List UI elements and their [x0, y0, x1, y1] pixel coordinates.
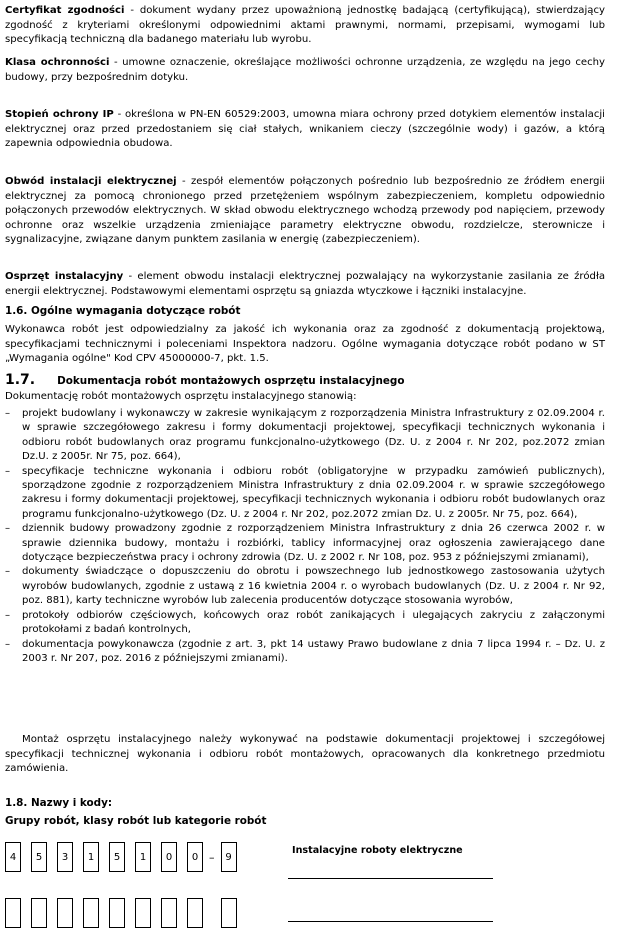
- section-16-heading: 1.6. Ogólne wymagania dotyczące robót: [5, 305, 241, 317]
- code-label-underline: [288, 878, 493, 879]
- list-item: [5, 465, 605, 523]
- list-item-text: dokumentacja powykonawcza (zgodnie z art. 3, pkt 14 ustawy Prawo budowlane z dnia 7 lipca 1994 r. – Dz. U. z 2003 r. Nr 207, poz. 2016 z późniejszymi zmianami).: [22, 638, 605, 664]
- empty-code-boxes: [5, 898, 247, 928]
- definition-text: - zespół elementów połączonych pośrednio lub bezpośrednio ze źródłem energii elektrycznej za pomocą chronionego przed przetężeniem wspólnym zabezpieczeniem, kompletu odpowiednio połączonych przewodów elektrycznych. W skład obwodu elektrycznego wchodzą przewody pod napięciem, przewody ochronne oraz wszelkie urządzenia zmieniające parametry elektryczne obwodu, rozdzielcze, sterownicze i sygnalizacyjne, związane danym punktem zasilania w energię (zabezpieczeniem).: [5, 176, 605, 246]
- code-label: Instalacyjne roboty elektryczne: [292, 845, 463, 856]
- empty-code-box: [187, 898, 203, 928]
- list-item-text: projekt budowlany i wykonawczy w zakresie wynikającym z rozporządzenia Ministra Infrastruktury z 02.09.2004 r. w sprawie szczegółowego zakresu i formy dokumentacji projektowej, specyfikacji technicznych wykonania i odbioru robót budowlanych oraz programu funkcjonalno-użytkowego (Dz. U. z 2004 r. Nr 202, poz.2072 zmian Dz.U. z 2005r. Nr 75, poz. 664),: [22, 408, 605, 463]
- list-item: [5, 407, 605, 465]
- section-17-closing: Montaż osprzętu instalacyjnego należy wykonywać na podstawie dokumentacji projektowej i szczegółowej specyfikacji technicznej wykonania i odbioru robót montażowych, opracowanych dla konkretnego przedmiotu zamówienia.: [5, 734, 605, 775]
- code-dash: –: [209, 850, 215, 864]
- code-digit-box: 4: [5, 842, 21, 872]
- empty-code-box: [31, 898, 47, 928]
- empty-code-box: [221, 898, 237, 928]
- section-18-heading: 1.8. Nazwy i kody:: [5, 797, 113, 809]
- section-16-text: Wykonawca robót jest odpowiedzialny za jakość ich wykonania oraz za zgodność z dokumentacją projektową, specyfikacjami technicznymi i poleceniami Inspektora nadzoru. Ogólne wymagania dotyczące robót podano w ST „Wymagania ogólne" Kod CPV 45000000-7, pkt. 1.5.: [5, 324, 605, 365]
- code-digit-box: 5: [31, 842, 47, 872]
- definition-term: Stopień ochrony IP: [5, 109, 114, 120]
- empty-code-box: [135, 898, 151, 928]
- empty-code-box: [161, 898, 177, 928]
- definition-term: Obwód instalacji elektrycznej: [5, 176, 177, 187]
- definition-klasa: [5, 56, 605, 85]
- empty-label-underline: [288, 921, 493, 922]
- list-dash: –: [5, 465, 11, 477]
- definition-certyfikat: [5, 4, 605, 48]
- section-18-subheading: Grupy robót, klasy robót lub kategorie robót: [5, 815, 267, 827]
- code-digit-box: 1: [83, 842, 99, 872]
- code-digit-box: 5: [109, 842, 125, 872]
- definition-obwod: [5, 175, 605, 248]
- code-digit-box: 0: [187, 842, 203, 872]
- definition-text: - dokument wydany przez upoważnioną jednostkę badającą (certyfikującą), stwierdzający zgodność z kryteriami określonymi odpowiednimi aktami prawnymi, normami, przepisami, wymogami lub specyfikacją techniczną dla badanego materiału lub wyrobu.: [5, 5, 605, 46]
- empty-code-box: [5, 898, 21, 928]
- list-item: [5, 609, 605, 638]
- definition-text: - określona w PN-EN 60529:2003, umowna miara ochrony przed dotykiem elementów instalacji elektrycznej oraz przed przedostaniem się ciał stałych, wnikaniem cieczy (szczególnie wody) i gazów, a którą zapewnia odpowiednia obudowa.: [5, 109, 605, 150]
- section-17-title: Dokumentacja robót montażowych osprzętu instalacyjnego: [57, 375, 405, 387]
- section-17-intro: Dokumentację robót montażowych osprzętu instalacyjnego stanowią:: [5, 391, 357, 402]
- list-dash: –: [5, 523, 11, 535]
- empty-code-box: [109, 898, 125, 928]
- definition-text: - umowne oznaczenie, określające możliwości ochronne urządzenia, ze względu na jego cechy budowy, przy bezpośrednim dotyku.: [5, 57, 605, 83]
- list-item-text: specyfikacje techniczne wykonania i odbioru robót (obligatoryjne w przypadku zamówień publicznych), sporządzone zgodnie z rozporządzeniem Ministra Infrastruktury z dnia 02.09.2004 r. w sprawie szczegółowego zakresu i formy dokumentacji projektowej, specyfikacji technicznych wykonania i odbioru robót budowlanych oraz programu funkcjonalno-użytkowego (Dz. U. z 2004 r. Nr 202, poz.2072 zmian Dz. U. z 2005r. Nr 75, poz. 664),: [22, 465, 605, 520]
- cpv-code-boxes: [5, 842, 247, 872]
- empty-code-box: [57, 898, 73, 928]
- list-dash: –: [5, 408, 11, 419]
- code-digit-box: 0: [161, 842, 177, 872]
- code-digit-box: 3: [57, 842, 73, 872]
- definition-text: - element obwodu instalacji elektrycznej pozwalający na wykorzystanie zasilania ze źródła energii elektrycznej. Podstawowymi elementami osprzętu są gniazda wtyczkowe i łączniki instalacyjne.: [5, 271, 606, 297]
- list-item-text: protokoły odbiorów częściowych, końcowych oraz robót zanikających i ulegających zakryciu z załączonymi protokołami z badań kontrolnych,: [22, 609, 605, 636]
- definition-osprzet: [5, 270, 605, 299]
- definition-term: Osprzęt instalacyjny: [5, 271, 124, 282]
- section-17-heading: [5, 372, 404, 388]
- definition-stopien: [5, 108, 605, 152]
- list-item-text: dziennik budowy prowadzony zgodnie z rozporządzeniem Ministra Infrastruktury z dnia 26 czerwca 2002 r. w sprawie dziennika budowy, montażu i rozbiórki, tablicy informacyjnej oraz ogłoszenia zawierającego dane dotyczące bezpieczeństwa pracy i ochrony zdrowia (Dz. U. z 2002 r. Nr 108, poz. 953 z późniejszymi zmianami),: [22, 523, 605, 564]
- list-item-text: dokumenty świadczące o dopuszczeniu do obrotu i powszechnego lub jednostkowego zastosowania użytych wyrobów budowlanych, zgodnie z ustawą z 16 kwietnia 2004 r. o wyrobach budowlanych (Dz. U. z 2004 r. Nr 92, poz. 881), karty techniczne wyrobów lub zalecenia producentów dotyczące stosowania wyrobów,: [22, 566, 605, 607]
- code-digit-box: 1: [135, 842, 151, 872]
- empty-code-box: [83, 898, 99, 928]
- code-check-digit-box: 9: [221, 842, 237, 872]
- definition-term: Klasa ochronności: [5, 57, 110, 68]
- definition-term: Certyfikat zgodności: [5, 5, 125, 16]
- documentation-list: [5, 407, 605, 666]
- section-17-number: 1.7.: [5, 372, 36, 388]
- list-dash: –: [5, 638, 11, 650]
- list-item: [5, 522, 605, 565]
- list-dash: –: [5, 609, 11, 621]
- list-dash: –: [5, 566, 11, 578]
- list-item: [5, 565, 605, 608]
- list-item: [5, 638, 605, 667]
